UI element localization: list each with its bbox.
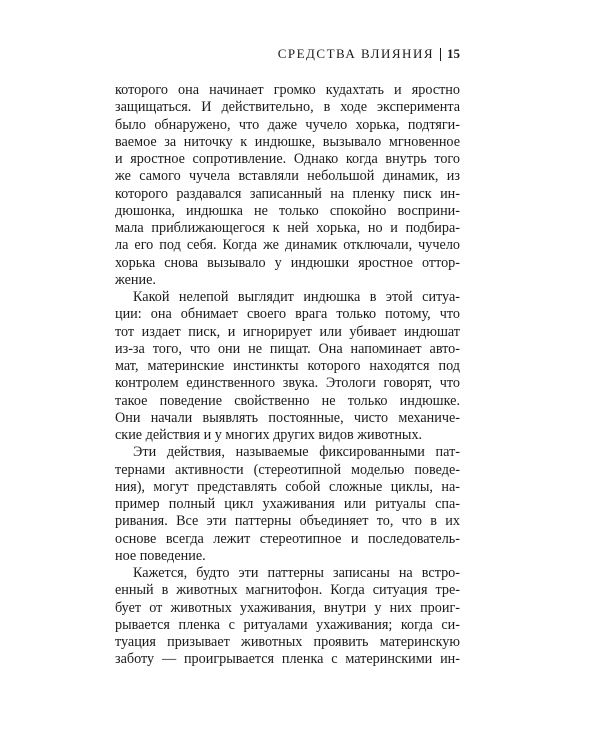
paragraph [115, 444, 460, 565]
text-line: пример полный цикл ухаживания или ритуалы спа- [115, 496, 460, 512]
text-line: мат, материнские инстинкты которого находятся под [115, 358, 460, 374]
text-line: енный в животных магнитофон. Когда ситуация тре- [115, 582, 460, 599]
text-line: контролем единственного звука. Этологи говорят, что [115, 375, 460, 392]
text-line: заботу — проигрывается пленка с материнскими ин- [115, 651, 460, 668]
text-line: хорька снова вызывало у индюшки яростное оттор- [115, 254, 460, 271]
paragraph [115, 565, 460, 669]
text-line: такое поведение свойственно не только индюшке. [115, 392, 460, 409]
page-number: 15 [447, 46, 460, 61]
text-line: защищаться. И действительно, в ходе эксперимента [115, 99, 460, 116]
text-line: Кажется, будто эти паттерны записаны на встро- [133, 565, 460, 581]
text-line: ваемое за ниточку к индюшке, вызывало мгновенное [115, 133, 460, 150]
text-line: основе всегда лежит стереотипное и последователь- [115, 530, 460, 547]
text-line: которого раздавался записанный на пленку писк ин- [115, 185, 460, 202]
text-line: дюшонка, индюшка не только спокойно восприни- [115, 202, 460, 219]
text-line: Эти действия, называемые фиксированными пат- [133, 444, 460, 461]
text-line: ния), могут представлять собой сложные циклы, на- [115, 478, 460, 495]
text-line: мала приближающегося к ней хорька, но и подбира- [115, 220, 460, 236]
text-line: ские действия и у многих других видов животных. [115, 427, 423, 443]
text-line: тот издает писк, и игнорирует или убивает индюшат [115, 323, 460, 340]
text-line: рывается пленка с ритуалами ухаживания; когда си- [115, 616, 460, 633]
text-line: ное поведение. [115, 547, 206, 564]
text-line: и яростное сопротивление. Однако когда внутрь того [115, 151, 460, 167]
text-line: из-за того, что они не пищат. Она напоминает авто- [115, 340, 460, 357]
text-line: жение. [115, 271, 156, 288]
text-line: тернами активности (стереотипной моделью поведе- [115, 461, 460, 478]
paragraph [115, 82, 460, 289]
section-title: СРЕДСТВА ВЛИЯНИЯ [277, 46, 434, 61]
text-line: которого она начинает громко кудахтать и яростно [115, 82, 460, 98]
running-head [278, 46, 460, 62]
text-line: бует от животных ухаживания, внутри у них проиг- [115, 599, 460, 616]
text-line: Они начали выявлять постоянные, чисто механиче- [115, 409, 460, 426]
text-line: ла его под себя. Когда же динамик отключали, чучело [115, 237, 460, 254]
text-line: же самого чучела вставляли небольшой динамик, из [115, 168, 460, 185]
paragraph [115, 289, 460, 444]
text-line: ции: она обнимает своего врага только потому, что [115, 306, 460, 323]
text-line: туация призывает животных проявить материнскую [115, 634, 460, 650]
text-line: Какой нелепой выглядит индюшка в этой ситуа- [133, 289, 460, 305]
header-divider [440, 48, 441, 61]
body-text [115, 82, 460, 669]
text-line: было обнаружено, что даже чучело хорька, подтяги- [115, 116, 460, 133]
text-line: ривания. Все эти паттерны объединяет то, что в их [115, 513, 460, 530]
